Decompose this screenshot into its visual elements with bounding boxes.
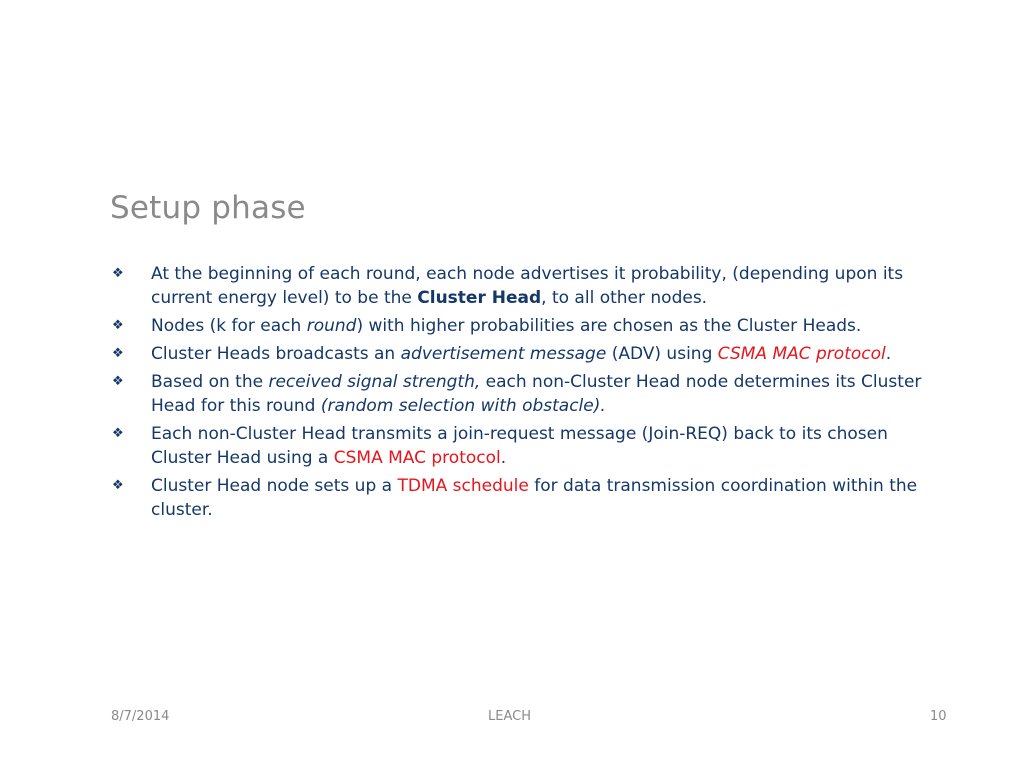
bullet-text-italic: (random selection with obstacle).: [320, 396, 606, 416]
bullet-text: [151, 344, 891, 364]
bullet-item: [112, 474, 942, 522]
bullet-text: [151, 424, 888, 468]
footer-title: LEACH: [488, 709, 531, 724]
bullet-text-segment: Cluster Heads broadcasts an: [151, 344, 401, 364]
bullet-text-segment: Each non-Cluster Head transmits a join-request message (Join-REQ) back to its chosen Cluster Head using a: [151, 424, 888, 468]
bullet-text: [151, 372, 921, 416]
bullet-text-segment: Based on the: [151, 372, 269, 392]
bullet-text-segment: for data transmission coordination within the cluster.: [151, 476, 918, 520]
bullet-text-italic: round: [306, 316, 357, 336]
diamond-bullet-icon: ❖: [112, 478, 124, 493]
footer-page-number: 10: [930, 709, 947, 724]
bullet-text: [151, 264, 903, 308]
bullet-text-italic: advertisement message: [400, 344, 607, 364]
slide-title: Setup phase: [110, 190, 306, 226]
bullet-text-segment: (ADV) using: [606, 344, 718, 364]
footer-date: 8/7/2014: [111, 709, 170, 724]
bullet-text-bold: Cluster Head: [417, 288, 542, 308]
diamond-bullet-icon: ❖: [112, 266, 124, 281]
diamond-bullet-icon: ❖: [112, 346, 124, 361]
bullet-text-segment: At the beginning of each round, each node advertises it probability, (depending upon its current energy level) to be the: [151, 264, 904, 308]
bullet-item: [112, 314, 942, 338]
bullet-list: [112, 262, 942, 526]
bullet-text-segment: .: [885, 344, 892, 364]
bullet-text-segment: .: [500, 448, 507, 468]
diamond-bullet-icon: ❖: [112, 426, 124, 441]
bullet-item: [112, 342, 942, 366]
bullet-text-segment: , to all other nodes.: [541, 288, 708, 308]
diamond-bullet-icon: ❖: [112, 318, 124, 333]
bullet-text-highlight: CSMA MAC protocol: [717, 344, 886, 364]
bullet-text-segment: Nodes (k for each: [151, 316, 307, 336]
bullet-text-italic: received signal strength,: [268, 372, 481, 392]
bullet-text-highlight: CSMA MAC protocol: [333, 448, 501, 468]
bullet-text-segment: ) with higher probabilities are chosen as the Cluster Heads.: [356, 316, 862, 336]
bullet-text-segment: Cluster Head node sets up a: [151, 476, 398, 496]
bullet-item: [112, 422, 942, 470]
bullet-item: [112, 370, 942, 418]
bullet-text-segment: each non-Cluster Head node determines its Cluster Head for this round: [151, 372, 922, 416]
bullet-text: [151, 476, 917, 520]
bullet-text-highlight: TDMA schedule: [397, 476, 529, 496]
diamond-bullet-icon: ❖: [112, 374, 124, 389]
bullet-item: [112, 262, 942, 310]
bullet-text: [151, 316, 861, 336]
